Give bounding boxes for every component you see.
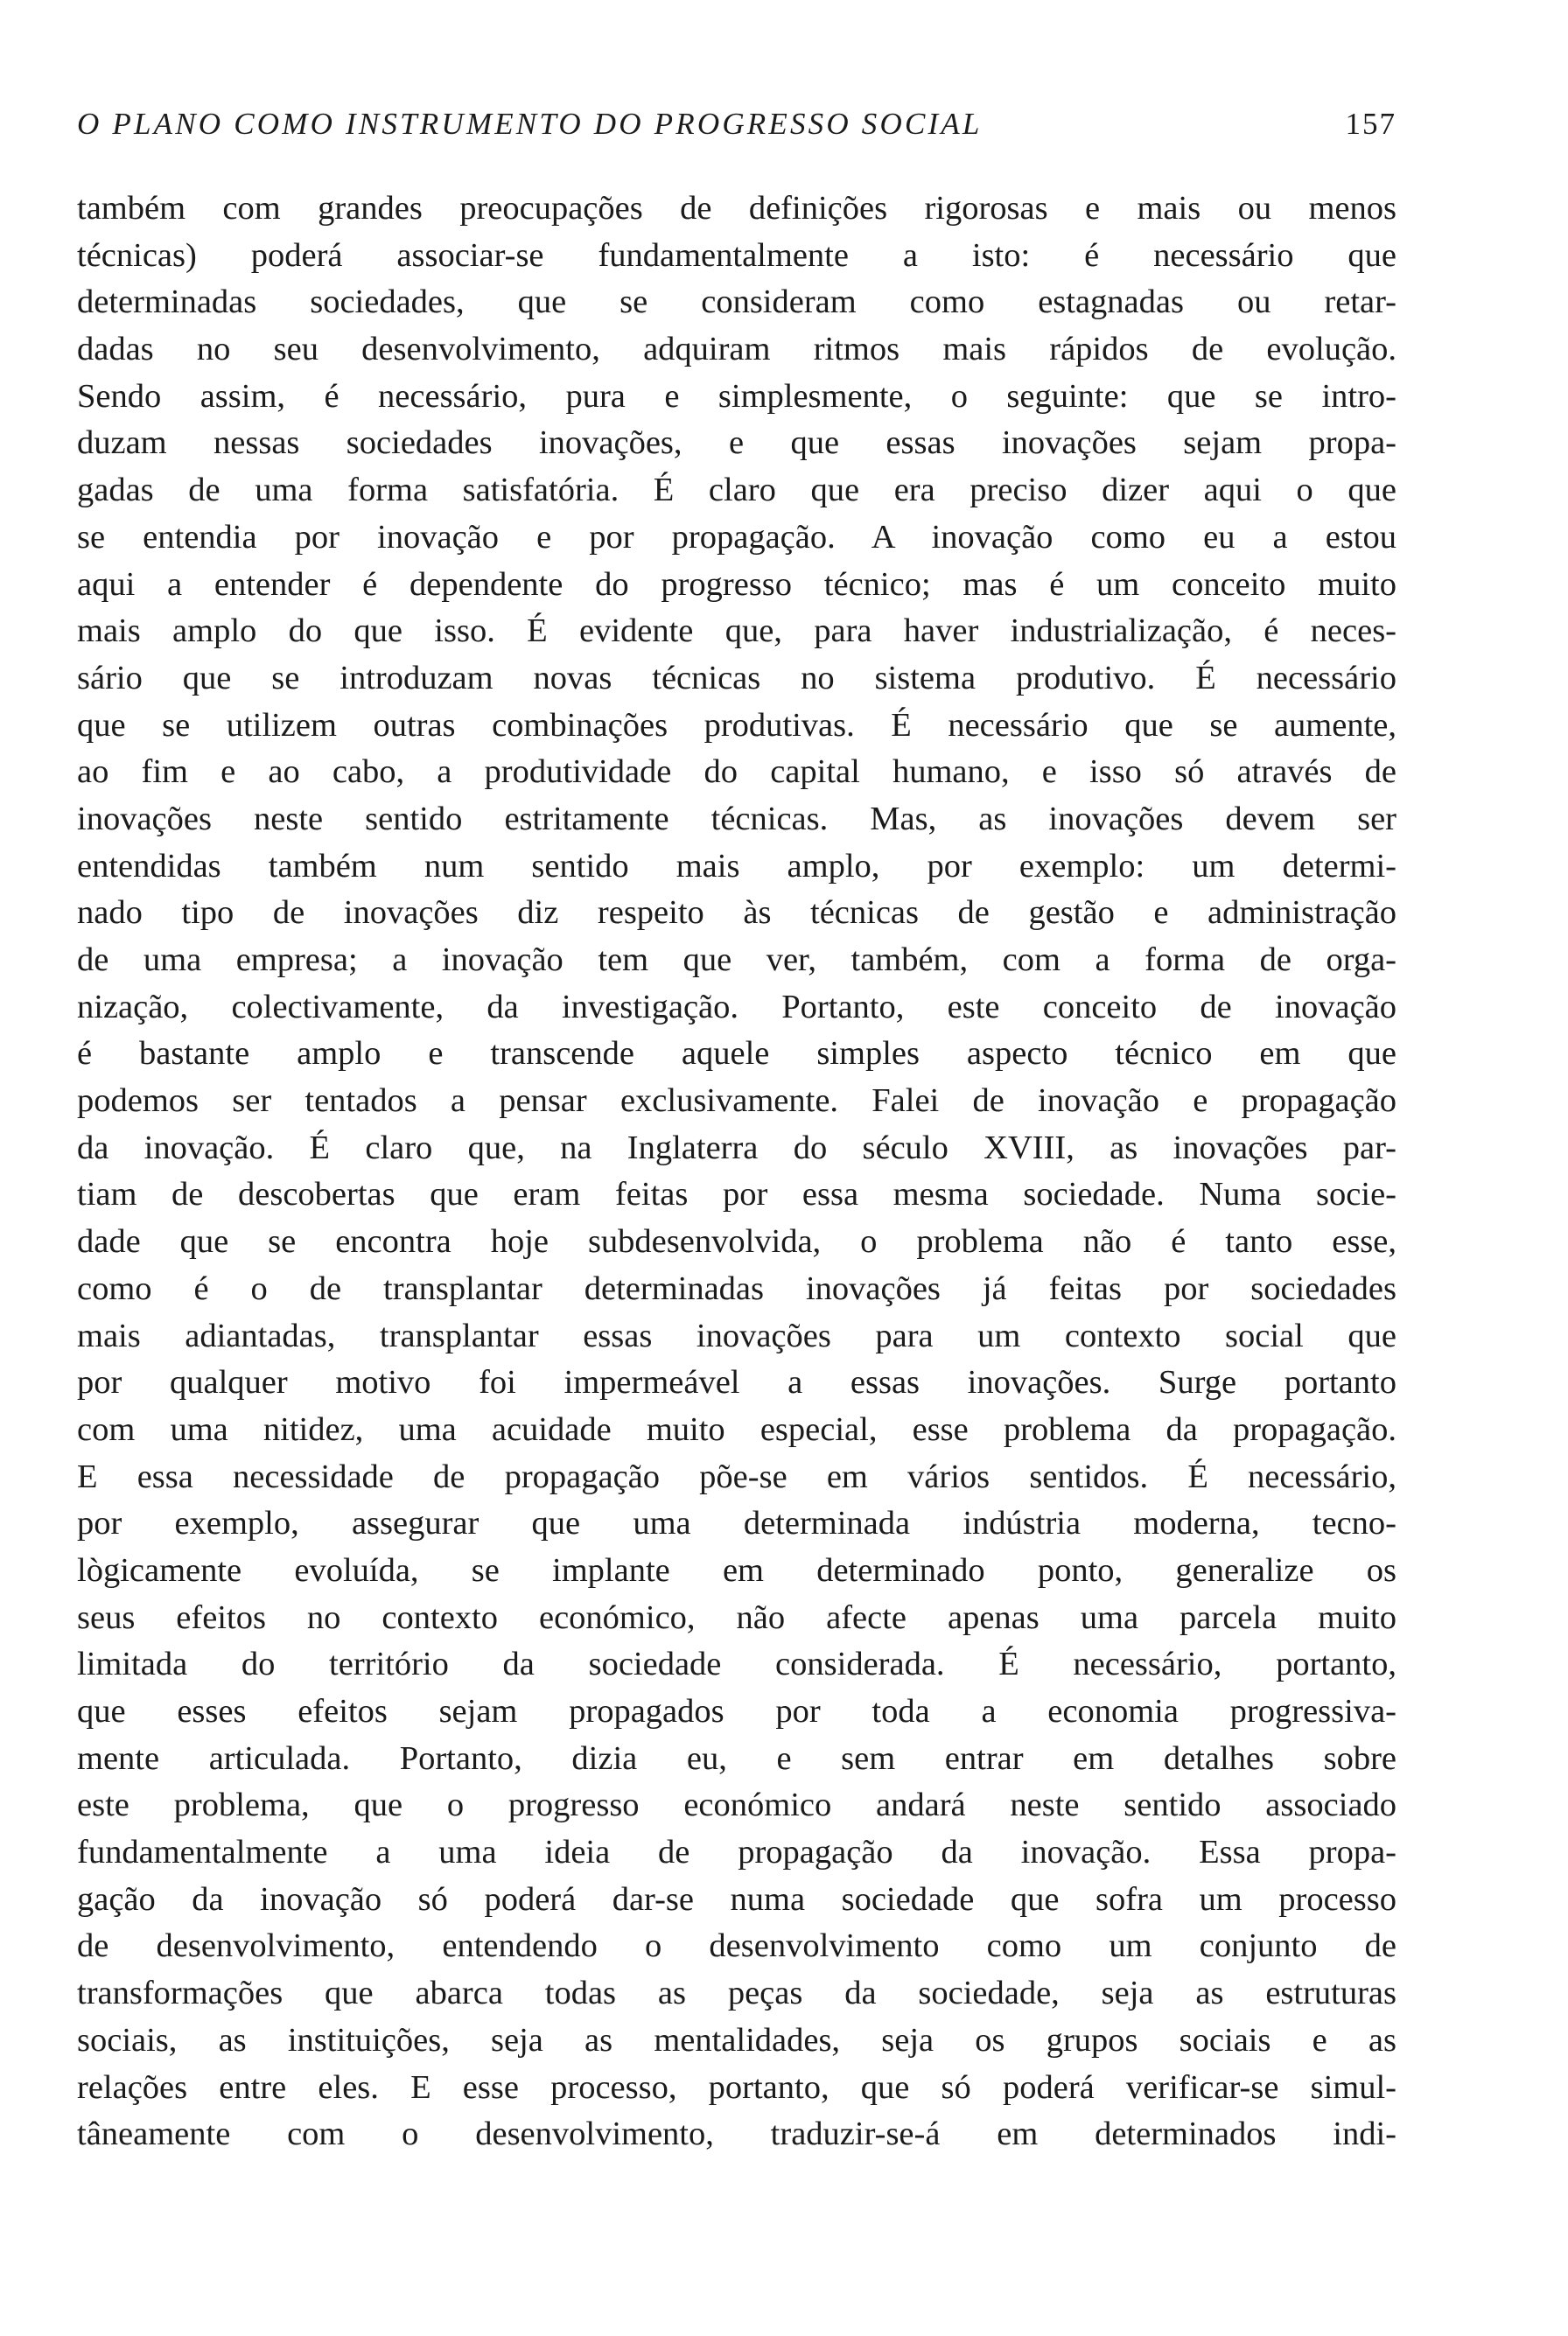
text-line: inovações neste sentido estritamente técnicas. Mas, as inovações devem ser	[77, 800, 1396, 837]
text-line: este problema, que o progresso económico andará neste sentido associado	[77, 1787, 1396, 1824]
body-text	[77, 185, 1396, 2158]
page-number: 157	[1345, 107, 1396, 141]
running-title: O PLANO COMO INSTRUMENTO DO PROGRESSO SOCIAL	[77, 107, 983, 141]
text-line: determinadas sociedades, que se consideram como estagnadas ou retar-	[77, 283, 1396, 321]
text-line: técnicas) poderá associar-se fundamentalmente a isto: é necessário que	[77, 236, 1396, 274]
text-line: duzam nessas sociedades inovações, e que essas inovações sejam propa-	[77, 424, 1396, 462]
text-line: mais adiantadas, transplantar essas inovações para um contexto social que	[77, 1317, 1396, 1354]
text-line: fundamentalmente a uma ideia de propagação da inovação. Essa propa-	[77, 1834, 1396, 1871]
text-line: seus efeitos no contexto económico, não afecte apenas uma parcela muito	[77, 1598, 1396, 1636]
text-line: limitada do território da sociedade considerada. É necessário, portanto,	[77, 1646, 1396, 1683]
text-line: tiam de descobertas que eram feitas por essa mesma sociedade. Numa socie-	[77, 1176, 1396, 1213]
text-line: de uma empresa; a inovação tem que ver, também, com a forma de orga-	[77, 941, 1396, 978]
text-line: mente articulada. Portanto, dizia eu, e sem entrar em detalhes sobre	[77, 1739, 1396, 1777]
text-line: entendidas também num sentido mais amplo, por exemplo: um determi-	[77, 847, 1396, 885]
text-line: nado tipo de inovações diz respeito às técnicas de gestão e administração	[77, 894, 1396, 932]
text-line: também com grandes preocupações de definições rigorosas e mais ou menos	[77, 190, 1396, 227]
text-line: aqui a entender é dependente do progresso técnico; mas é um conceito muito	[77, 565, 1396, 603]
text-line: com uma nitidez, uma acuidade muito especial, esse problema da propagação.	[77, 1410, 1396, 1448]
text-line: se entendia por inovação e por propagação. A inovação como eu a estou	[77, 518, 1396, 556]
text-line: de desenvolvimento, entendendo o desenvolvimento como um conjunto de	[77, 1927, 1396, 1965]
text-line: sociais, as instituições, seja as mentalidades, seja os grupos sociais e as	[77, 2021, 1396, 2059]
text-line: ao fim e ao cabo, a produtividade do capital humano, e isso só através de	[77, 753, 1396, 791]
text-line: podemos ser tentados a pensar exclusivamente. Falei de inovação e propagação	[77, 1082, 1396, 1120]
text-line: que esses efeitos sejam propagados por toda a economia progressiva-	[77, 1693, 1396, 1730]
text-line: dadas no seu desenvolvimento, adquiram ritmos mais rápidos de evolução.	[77, 331, 1396, 368]
text-line: gadas de uma forma satisfatória. É claro que era preciso dizer aqui o que	[77, 472, 1396, 509]
text-line: sário que se introduzam novas técnicas no sistema produtivo. É necessário	[77, 659, 1396, 696]
text-line: por qualquer motivo foi impermeável a essas inovações. Surge portanto	[77, 1364, 1396, 1402]
running-head	[77, 98, 1396, 150]
text-line: que se utilizem outras combinações produtivas. É necessário que se aumente,	[77, 706, 1396, 744]
text-line: relações entre eles. E esse processo, portanto, que só poderá verificar-se simul-	[77, 2068, 1396, 2106]
text-line: como é o de transplantar determinadas inovações já feitas por sociedades	[77, 1269, 1396, 1307]
text-line: mais amplo do que isso. É evidente que, para haver industrialização, é neces-	[77, 612, 1396, 650]
text-line: lògicamente evoluída, se implante em determinado ponto, generalize os	[77, 1551, 1396, 1589]
text-line: gação da inovação só poderá dar-se numa sociedade que sofra um processo	[77, 1880, 1396, 1918]
text-line: transformações que abarca todas as peças da sociedade, seja as estruturas	[77, 1975, 1396, 2012]
text-line: tâneamente com o desenvolvimento, traduzir-se-á em determinados indi-	[77, 2116, 1396, 2153]
text-line: por exemplo, assegurar que uma determinada indústria moderna, tecno-	[77, 1505, 1396, 1542]
text-line: Sendo assim, é necessário, pura e simplesmente, o seguinte: que se intro-	[77, 377, 1396, 415]
text-line: dade que se encontra hoje subdesenvolvida, o problema não é tanto esse,	[77, 1223, 1396, 1261]
text-line: da inovação. É claro que, na Inglaterra do século XVIII, as inovações par-	[77, 1129, 1396, 1166]
text-line: E essa necessidade de propagação põe-se em vários sentidos. É necessário,	[77, 1458, 1396, 1495]
text-line: nização, colectivamente, da investigação. Portanto, este conceito de inovação	[77, 988, 1396, 1025]
text-line: é bastante amplo e transcende aquele simples aspecto técnico em que	[77, 1035, 1396, 1073]
